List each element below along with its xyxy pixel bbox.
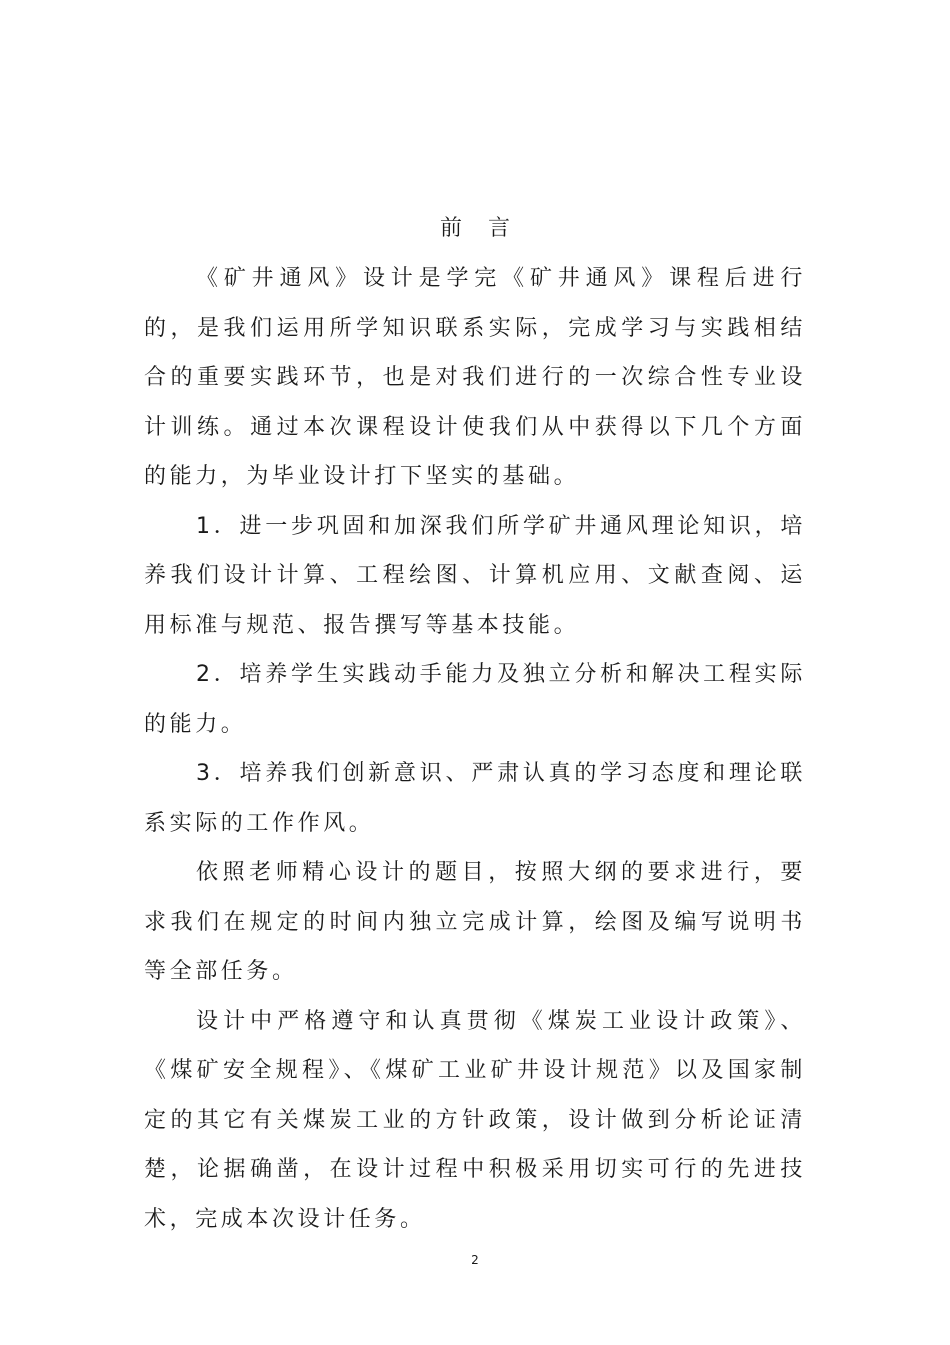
page-number: 2 (471, 1253, 479, 1267)
page-title: 前言 (439, 216, 536, 241)
paragraph-intro: 《矿井通风》设计是学完《矿井通风》课程后进行的，是我们运用所学知识联系实际，完成学习与实践相结合的重要实践环节，也是对我们进行的一次综合性专业设计训练。通过本次课程设计使我们从中获得以下几个方面的能力，为毕业设计打下坚实的基础。 (144, 266, 806, 489)
paragraph-item-3: 3．培养我们创新意识、严肃认真的学习态度和理论联系实际的工作作风。 (144, 761, 806, 836)
paragraph-item-2: 2．培养学生实践动手能力及独立分析和解决工程实际的能力。 (144, 662, 806, 737)
paragraph-standards: 设计中严格遵守和认真贯彻《煤炭工业设计政策》、《煤矿安全规程》、《煤矿工业矿井设计规范》以及国家制定的其它有关煤炭工业的方针政策，设计做到分析论证清楚，论据确凿，在设计过程中积极采用切实可行的先进技术，完成本次设计任务。 (144, 1008, 806, 1232)
paragraph-item-1: 1．进一步巩固和加深我们所学矿井通风理论知识，培养我们设计计算、工程绘图、计算机应用、文献查阅、运用标准与规范、报告撰写等基本技能。 (144, 513, 806, 638)
paragraph-requirements: 依照老师精心设计的题目，按照大纲的要求进行，要求我们在规定的时间内独立完成计算，绘图及编写说明书等全部任务。 (144, 860, 806, 984)
body-text (144, 254, 806, 1244)
